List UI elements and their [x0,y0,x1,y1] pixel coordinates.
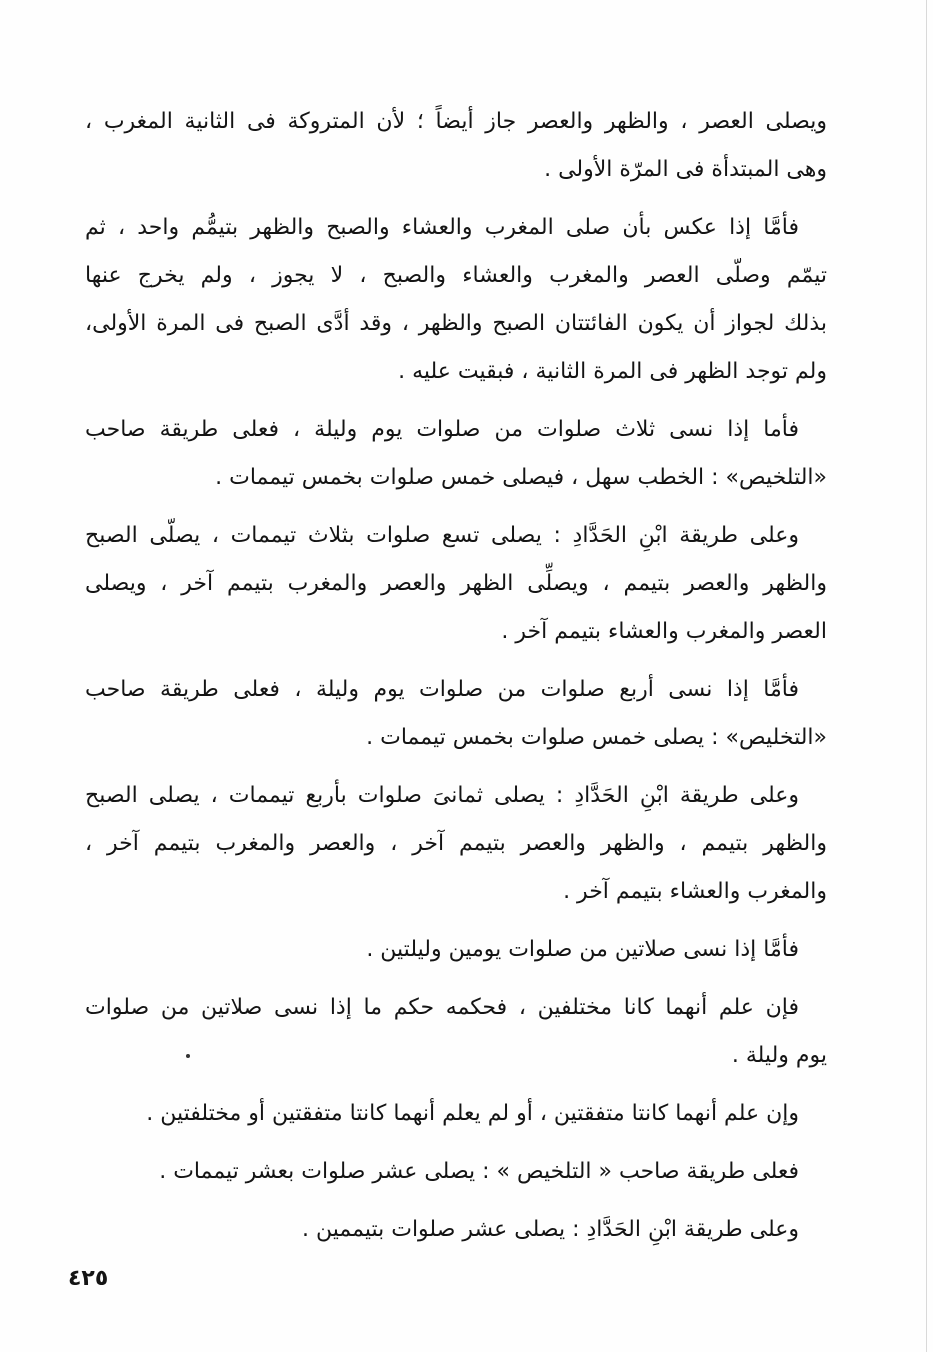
text-line: يوم وليلة . [731,1043,827,1068]
text-line: فأمَّا إذا نسى صلاتين من صلوات يومين وليلتين . [366,937,799,962]
paragraph-5 [85,666,827,762]
text-line: فعلى طريقة صاحب « التلخيص » : يصلى عشر صلوات بعشر تيممات . [159,1159,799,1184]
paragraph-8 [85,984,827,1080]
paragraph-2 [85,204,827,396]
text-line: ويصلى العصر ، والظهر والعصر جاز أيضاً ؛ لأن المتروكة فى الثانية المغرب ، [85,109,827,134]
text-line: والظهر والعصر بتيمم ، ويصلِّى الظهر والعصر والمغرب بتيمم آخر ، ويصلى [85,571,827,596]
main-text [85,98,827,1264]
text-line: «التخليص» : يصلى خمس صلوات بخمس تيممات . [366,725,827,750]
text-line: فإن علم أنهما كانا مختلفين ، فحكمه حكم ما إذا نسى صلاتين من صلوات [85,995,799,1020]
paragraph-9 [85,1090,827,1138]
paragraph-4 [85,512,827,656]
text-line: بذلك لجواز أن يكون الفائتتان الصبح والظهر ، وقد أدَّى الصبح فى المرة الأولى، [85,311,827,336]
text-line: «التلخيص» : الخطب سهل ، فيصلى خمس صلوات بخمس تيممات . [215,465,827,490]
text-line: وعلى طريقة ابْنِ الحَدَّادِ : يصلى عشر صلوات بتيممين . [302,1217,799,1242]
paragraph-6 [85,772,827,916]
page-edge [926,0,927,1352]
text-line: ولم توجد الظهر فى المرة الثانية ، فبقيت عليه . [398,359,827,384]
text-line: والظهر بتيمم ، والظهر والعصر بتيمم آخر ، والعصر والمغرب بتيمم آخر ، [85,831,827,856]
paragraph-7 [85,926,827,974]
ink-speck [186,1054,190,1058]
text-line: وهى المبتدأة فى المرّة الأولى . [544,157,827,182]
text-line: فأمَّا إذا نسى أربع صلوات من صلوات يوم وليلة ، فعلى طريقة صاحب [85,677,799,702]
text-line: تيمّم وصلّى العصر والمغرب والعشاء والصبح ، لا يجوز ، ولم يخرج عنها [85,263,827,288]
text-line: وعلى طريقة ابْنِ الحَدَّادِ : يصلى ثمانىَ صلوات بأربع تيممات ، يصلى الصبح [85,783,799,808]
text-line: وعلى طريقة ابْنِ الحَدَّادِ : يصلى تسع صلوات بثلاث تيممات ، يصلّى الصبح [85,523,799,548]
page-number: ٤٢٥ [68,1266,109,1291]
paragraph-10 [85,1148,827,1196]
text-line: فأما إذا نسى ثلاث صلوات من صلوات يوم وليلة ، فعلى طريقة صاحب [85,417,799,442]
text-line: فأمَّا إذا عكس بأن صلى المغرب والعشاء والصبح والظهر بتيمُّم واحد ، ثم [85,215,799,240]
paragraph-1 [85,98,827,194]
paragraph-11 [85,1206,827,1254]
text-line: وإن علم أنهما كانتا متفقتين ، أو لم يعلم أنهما كانتا متفقتين أو مختلفتين . [146,1101,799,1126]
paragraph-3 [85,406,827,502]
text-line: العصر والمغرب والعشاء بتيمم آخر . [501,619,827,644]
text-line: والمغرب والعشاء بتيمم آخر . [563,879,827,904]
